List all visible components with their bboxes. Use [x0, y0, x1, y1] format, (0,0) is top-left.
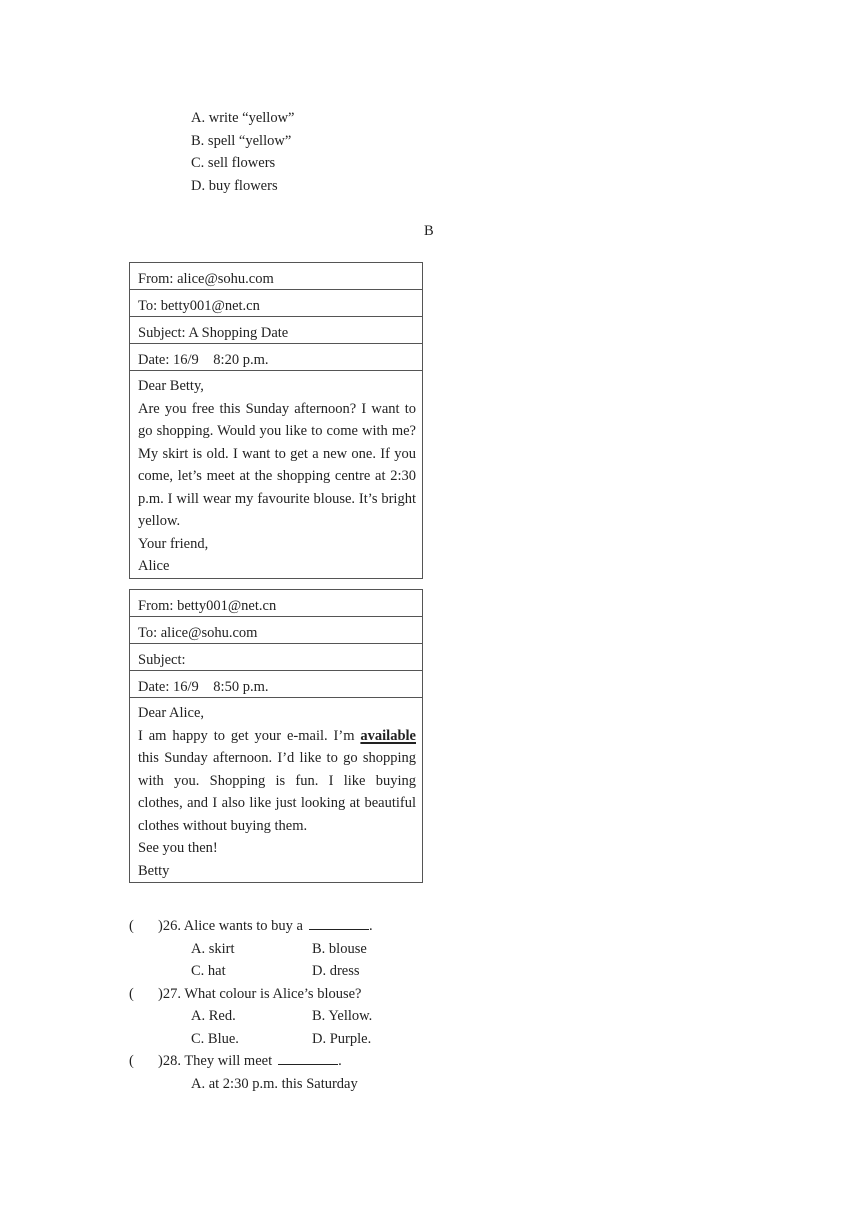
email-from: From: betty001@net.cn — [130, 590, 423, 617]
email-message: Are you free this Sunday afternoon? I want to go shopping. Would you like to come with me? My skirt is old. I want to get a new one. If you come, let’s meet at the shopping centre at 2:30 p.m. I will wear my favourite blouse. It’s bright yellow. — [138, 400, 416, 529]
question-text: )28. They will meet — [158, 1053, 273, 1069]
email-closing: Your friend, — [138, 535, 209, 552]
answer-blank — [309, 917, 369, 930]
email-subject: Subject: A Shopping Date — [130, 317, 423, 344]
email-body — [130, 698, 423, 883]
answer-blank — [278, 1052, 338, 1065]
email-closing: See you then! — [138, 840, 218, 856]
email-greeting: Dear Betty, — [138, 378, 204, 394]
option-d: D. buy flowers — [191, 178, 278, 194]
q26-option-c: C. hat — [191, 963, 226, 979]
option-a: A. write “yellow” — [191, 110, 295, 126]
answer-bracket: ( — [129, 1053, 134, 1069]
q26-option-d: D. dress — [312, 963, 360, 979]
message-text: I am happy to get your e-mail. I’m — [138, 727, 361, 744]
option-c: C. sell flowers — [191, 155, 276, 171]
email-signature: Alice — [138, 558, 170, 574]
message-text: this Sunday afternoon. I’d like to go shopping with you. Shopping is fun. I like buying clothes, and I also like just looking at beautiful clothes without buying them. — [138, 750, 416, 834]
question-text: )27. What colour is Alice’s blouse? — [158, 986, 362, 1002]
question-end: . — [338, 1053, 342, 1069]
q28-option-a: A. at 2:30 p.m. this Saturday — [191, 1076, 358, 1092]
question-27 — [129, 984, 362, 1004]
underlined-word: available — [360, 727, 416, 744]
email-subject: Subject: — [130, 644, 423, 671]
answer-bracket: ( — [129, 918, 134, 934]
answer-bracket: ( — [129, 986, 134, 1002]
q26-option-a: A. skirt — [191, 941, 235, 957]
section-heading: B — [424, 223, 434, 239]
email-date: Date: 16/9 8:50 p.m. — [130, 671, 423, 698]
option-b: B. spell “yellow” — [191, 133, 292, 149]
question-26 — [129, 916, 373, 936]
q26-option-b: B. blouse — [312, 941, 367, 957]
q27-option-b: B. Yellow. — [312, 1008, 373, 1024]
email-body — [130, 371, 423, 579]
email-to: To: betty001@net.cn — [130, 290, 423, 317]
email-date: Date: 16/9 8:20 p.m. — [130, 344, 423, 371]
email-signature: Betty — [138, 862, 170, 879]
q27-option-d: D. Purple. — [312, 1031, 372, 1047]
question-end: . — [368, 918, 373, 934]
question-28 — [129, 1051, 342, 1071]
q27-option-a: A. Red. — [191, 1008, 236, 1024]
email-to: To: alice@sohu.com — [130, 617, 423, 644]
email-alice — [129, 262, 423, 579]
email-message — [138, 725, 416, 838]
question-text: )26. Alice wants to buy a — [158, 918, 303, 934]
email-greeting: Dear Alice, — [138, 705, 205, 721]
email-from: From: alice@sohu.com — [130, 263, 423, 290]
q27-option-c: C. Blue. — [191, 1031, 239, 1047]
email-betty — [129, 589, 423, 883]
